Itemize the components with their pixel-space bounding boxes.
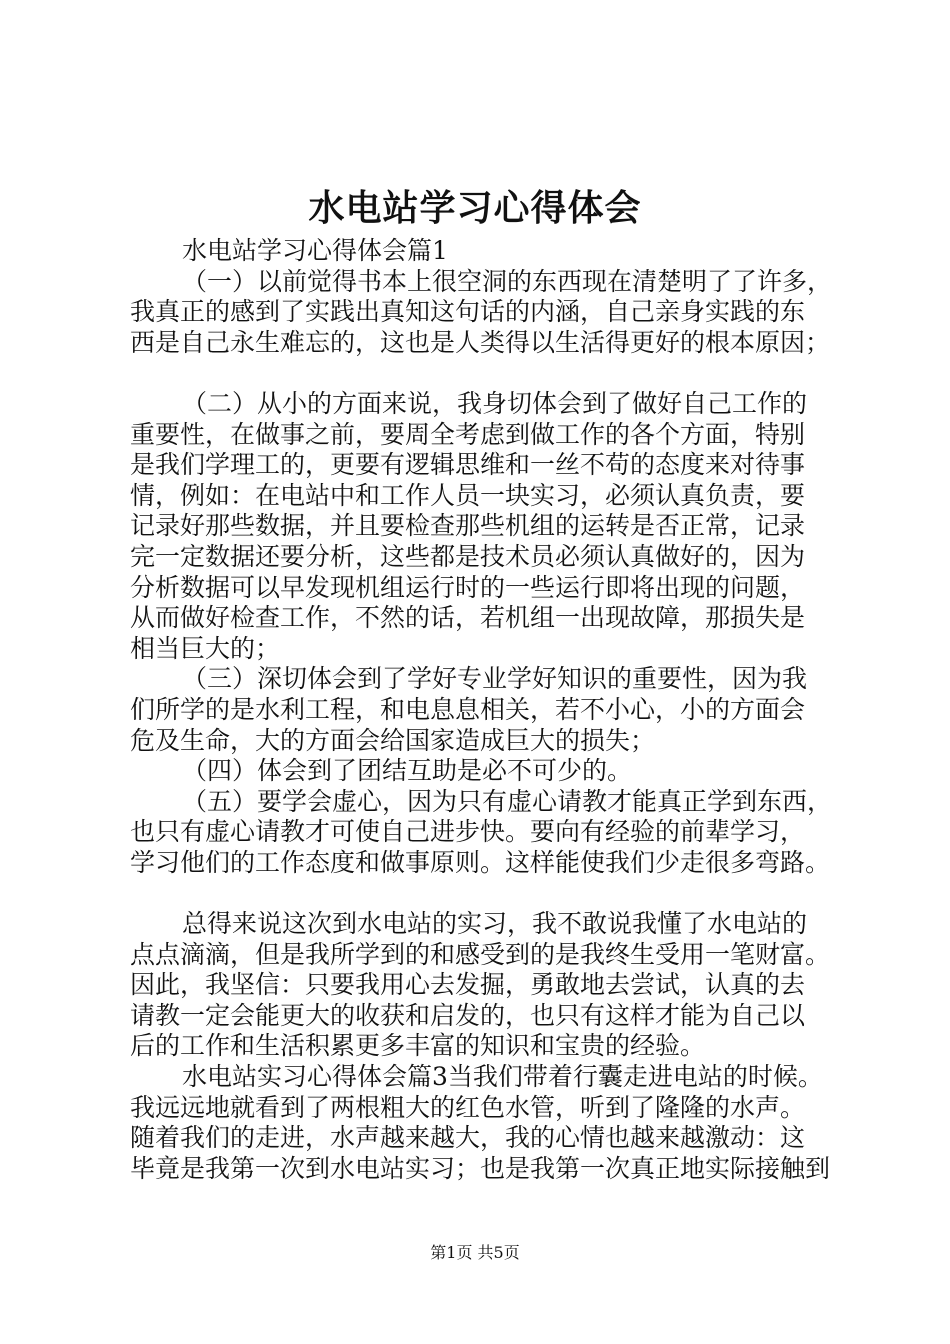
blank-line [130,878,846,909]
text-line: 因此，我坚信：只要我用心去发掘，勇敢地去尝试，认真的去 [130,970,806,1000]
text-line: 相当巨大的； [130,633,281,663]
text-line: 总得来说这次到水电站的实习，我不敢说我懂了水电站的 [182,909,808,939]
text-line: 们所学的是水利工程，和电息息相关，若不小心，小的方面会 [130,694,806,724]
text-line: 从而做好检查工作，不然的话，若机组一出现故障，那损失是 [130,603,806,633]
text-line: 毕竟是我第一次到水电站实习；也是我第一次真正地实际接触到 [130,1153,831,1183]
text-line: 也只有虚心请教才可使自己进步快。要向有经验的前辈学习， [130,817,806,847]
text-line: 危及生命，大的方面会给国家造成巨大的损失； [130,725,656,755]
text-line: 我远远地就看到了两根粗大的红色水管，听到了隆隆的水声。 [130,1092,806,1122]
text-line: 记录好那些数据，并且要检查那些机组的运转是否正常，记录 [130,511,806,541]
text-line: （一）以前觉得书本上很空洞的东西现在清楚明了了许多， [182,266,833,296]
text-line: 情，例如：在电站中和工作人员一块实习，必须认真负责，要 [130,480,806,510]
text-line: 完一定数据还要分析，这些都是技术员必须认真做好的，因为 [130,541,806,571]
document-body [130,236,846,1184]
text-line: （五）要学会虚心，因为只有虚心请教才能真正学到东西， [182,786,833,816]
text-line: 请教一定会能更大的收获和启发的，也只有这样才能为自己以 [130,1000,806,1030]
text-line: （四）体会到了团结互助是必不可少的。 [182,756,633,786]
blank-line [130,358,846,389]
text-line: （三）深切体会到了学好专业学好知识的重要性，因为我 [182,664,808,694]
text-line: 是我们学理工的，更要有逻辑思维和一丝不苟的态度来对待事 [130,450,806,480]
page-footer: 第1页 共5页 [430,1243,520,1262]
text-line: 学习他们的工作态度和做事原则。这样能使我们少走很多弯路。 [130,847,831,877]
text-line: 水电站实习心得体会篇3当我们带着行囊走进电站的时候。 [182,1062,823,1092]
text-line: 分析数据可以早发现机组运行时的一些运行即将出现的问题， [130,572,806,602]
text-line: 随着我们的走进，水声越来越大，我的心情也越来越激动：这 [130,1123,806,1153]
text-line: 水电站学习心得体会篇1 [182,236,448,265]
text-line: 点点滴滴，但是我所学到的和感受到的是我终生受用一笔财富。 [130,939,831,969]
text-line: 我真正的感到了实践出真知这句话的内涵，自己亲身实践的东 [130,297,806,327]
text-line: 西是自己永生难忘的，这也是人类得以生活得更好的根本原因； [130,327,831,357]
text-line: 后的工作和生活积累更多丰富的知识和宝贵的经验。 [130,1031,706,1061]
text-line: （二）从小的方面来说，我身切体会到了做好自己工作的 [182,388,808,418]
page-title: 水电站学习心得体会 [308,187,642,229]
text-line: 重要性，在做事之前，要周全考虑到做工作的各个方面，特别 [130,419,806,449]
